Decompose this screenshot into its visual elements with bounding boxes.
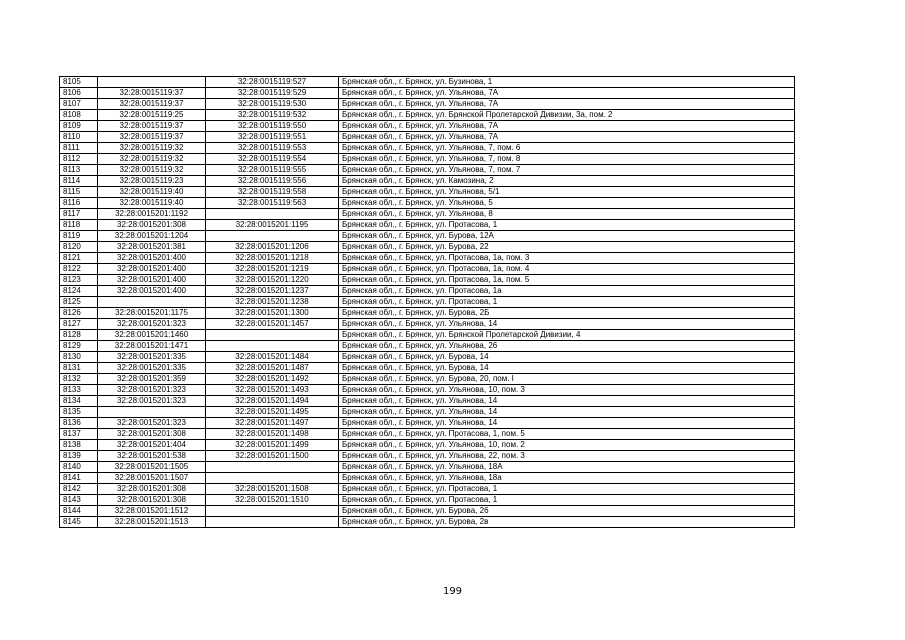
- address-cell: Брянская обл., г. Брянск, ул. Протасова, 1, пом. 5: [339, 429, 795, 440]
- parent-cadastral-number-cell: 32:28:0015201:1505: [98, 462, 206, 473]
- address-cell: Брянская обл., г. Брянск, ул. Бурова, 2в: [339, 517, 795, 528]
- cadastral-number-cell: [206, 209, 339, 220]
- table-row: [60, 154, 795, 165]
- parent-cadastral-number-cell: 32:28:0015119:32: [98, 143, 206, 154]
- parent-cadastral-number-cell: 32:28:0015201:308: [98, 429, 206, 440]
- cadastral-number-cell: 32:28:0015201:1300: [206, 308, 339, 319]
- table-body: [60, 77, 795, 528]
- address-cell: Брянская обл., г. Брянск, ул. Ульянова, 10, пом. 3: [339, 385, 795, 396]
- parent-cadastral-number-cell: 32:28:0015201:538: [98, 451, 206, 462]
- cadastral-number-cell: 32:28:0015201:1497: [206, 418, 339, 429]
- parent-cadastral-number-cell: 32:28:0015119:37: [98, 121, 206, 132]
- address-cell: Брянская обл., г. Брянск, ул. Ульянова, 14: [339, 396, 795, 407]
- cadastral-number-cell: 32:28:0015119:532: [206, 110, 339, 121]
- cadastral-number-cell: 32:28:0015201:1487: [206, 363, 339, 374]
- table-row: [60, 198, 795, 209]
- address-cell: Брянская обл., г. Брянск, ул. Бурова, 14: [339, 363, 795, 374]
- cadastral-number-cell: 32:28:0015201:1219: [206, 264, 339, 275]
- row-number-cell: 8127: [60, 319, 98, 330]
- table-row: [60, 341, 795, 352]
- table-row: [60, 495, 795, 506]
- row-number-cell: 8109: [60, 121, 98, 132]
- cadastral-number-cell: 32:28:0015201:1220: [206, 275, 339, 286]
- row-number-cell: 8117: [60, 209, 98, 220]
- row-number-cell: 8144: [60, 506, 98, 517]
- table-row: [60, 297, 795, 308]
- table-row: [60, 396, 795, 407]
- cadastral-number-cell: 32:28:0015201:1498: [206, 429, 339, 440]
- cadastral-number-cell: [206, 473, 339, 484]
- address-cell: Брянская обл., г. Брянск, ул. Брянской Пролетарской Дивизии, 3а, пом. 2: [339, 110, 795, 121]
- table-row: [60, 484, 795, 495]
- cadastral-number-cell: [206, 517, 339, 528]
- table-row: [60, 77, 795, 88]
- table-row: [60, 220, 795, 231]
- row-number-cell: 8135: [60, 407, 98, 418]
- row-number-cell: 8140: [60, 462, 98, 473]
- row-number-cell: 8126: [60, 308, 98, 319]
- address-cell: Брянская обл., г. Брянск, ул. Ульянова, 10, пом. 2: [339, 440, 795, 451]
- table-row: [60, 132, 795, 143]
- cadastral-number-cell: 32:28:0015119:529: [206, 88, 339, 99]
- parent-cadastral-number-cell: 32:28:0015119:32: [98, 154, 206, 165]
- parent-cadastral-number-cell: 32:28:0015201:323: [98, 385, 206, 396]
- row-number-cell: 8134: [60, 396, 98, 407]
- cadastral-number-cell: 32:28:0015201:1495: [206, 407, 339, 418]
- address-cell: Брянская обл., г. Брянск, ул. Ульянова, 14: [339, 319, 795, 330]
- parent-cadastral-number-cell: 32:28:0015119:25: [98, 110, 206, 121]
- row-number-cell: 8118: [60, 220, 98, 231]
- address-cell: Брянская обл., г. Брянск, ул. Ульянова, 18а: [339, 473, 795, 484]
- cadastral-number-cell: 32:28:0015201:1206: [206, 242, 339, 253]
- address-cell: Брянская обл., г. Брянск, ул. Протасова, 1а: [339, 286, 795, 297]
- cadastral-number-cell: [206, 330, 339, 341]
- row-number-cell: 8123: [60, 275, 98, 286]
- table-row: [60, 264, 795, 275]
- row-number-cell: 8111: [60, 143, 98, 154]
- row-number-cell: 8115: [60, 187, 98, 198]
- row-number-cell: 8122: [60, 264, 98, 275]
- address-cell: Брянская обл., г. Брянск, ул. Протасова, 1: [339, 220, 795, 231]
- cadastral-number-cell: [206, 231, 339, 242]
- table-row: [60, 407, 795, 418]
- parent-cadastral-number-cell: [98, 297, 206, 308]
- row-number-cell: 8128: [60, 330, 98, 341]
- parent-cadastral-number-cell: 32:28:0015201:308: [98, 495, 206, 506]
- parent-cadastral-number-cell: 32:28:0015201:1192: [98, 209, 206, 220]
- page-number: 199: [442, 586, 463, 597]
- cadastral-number-cell: 32:28:0015201:1195: [206, 220, 339, 231]
- parent-cadastral-number-cell: 32:28:0015201:323: [98, 418, 206, 429]
- row-number-cell: 8145: [60, 517, 98, 528]
- row-number-cell: 8108: [60, 110, 98, 121]
- address-cell: Брянская обл., г. Брянск, ул. Ульянова, 14: [339, 418, 795, 429]
- address-cell: Брянская обл., г. Брянск, ул. Ульянова, 7, пом. 8: [339, 154, 795, 165]
- address-cell: Брянская обл., г. Брянск, ул. Камозина, 2: [339, 176, 795, 187]
- address-cell: Брянская обл., г. Брянск, ул. Бурова, 22: [339, 242, 795, 253]
- table-row: [60, 121, 795, 132]
- table-row: [60, 209, 795, 220]
- row-number-cell: 8130: [60, 352, 98, 363]
- table-row: [60, 308, 795, 319]
- parent-cadastral-number-cell: [98, 407, 206, 418]
- parent-cadastral-number-cell: 32:28:0015201:404: [98, 440, 206, 451]
- row-number-cell: 8113: [60, 165, 98, 176]
- table-row: [60, 165, 795, 176]
- address-cell: Брянская обл., г. Брянск, ул. Протасова, 1: [339, 495, 795, 506]
- row-number-cell: 8139: [60, 451, 98, 462]
- row-number-cell: 8138: [60, 440, 98, 451]
- row-number-cell: 8106: [60, 88, 98, 99]
- cadastral-number-cell: 32:28:0015201:1494: [206, 396, 339, 407]
- table-row: [60, 506, 795, 517]
- cadastral-number-cell: 32:28:0015201:1508: [206, 484, 339, 495]
- row-number-cell: 8129: [60, 341, 98, 352]
- row-number-cell: 8120: [60, 242, 98, 253]
- address-cell: Брянская обл., г. Брянск, ул. Бузинова, 1: [339, 77, 795, 88]
- table-row: [60, 88, 795, 99]
- table-row: [60, 517, 795, 528]
- address-cell: Брянская обл., г. Брянск, ул. Бурова, 20, пом. I: [339, 374, 795, 385]
- parent-cadastral-number-cell: 32:28:0015201:400: [98, 275, 206, 286]
- cadastral-number-cell: 32:28:0015201:1218: [206, 253, 339, 264]
- parent-cadastral-number-cell: 32:28:0015119:32: [98, 165, 206, 176]
- table-row: [60, 462, 795, 473]
- cadastral-number-cell: [206, 506, 339, 517]
- table-row: [60, 451, 795, 462]
- parent-cadastral-number-cell: 32:28:0015119:37: [98, 99, 206, 110]
- address-cell: Брянская обл., г. Брянск, ул. Ульянова, 8: [339, 209, 795, 220]
- address-cell: Брянская обл., г. Брянск, ул. Ульянова, 7, пом. 7: [339, 165, 795, 176]
- row-number-cell: 8137: [60, 429, 98, 440]
- table-row: [60, 363, 795, 374]
- row-number-cell: 8125: [60, 297, 98, 308]
- table-row: [60, 473, 795, 484]
- row-number-cell: 8105: [60, 77, 98, 88]
- parent-cadastral-number-cell: 32:28:0015119:40: [98, 187, 206, 198]
- table-row: [60, 286, 795, 297]
- parent-cadastral-number-cell: 32:28:0015201:1512: [98, 506, 206, 517]
- address-cell: Брянская обл., г. Брянск, ул. Ульянова, 26: [339, 341, 795, 352]
- address-cell: Брянская обл., г. Брянск, ул. Ульянова, 22, пом. 3: [339, 451, 795, 462]
- cadastral-table: [59, 76, 795, 528]
- parent-cadastral-number-cell: 32:28:0015201:335: [98, 352, 206, 363]
- table-row: [60, 187, 795, 198]
- row-number-cell: 8141: [60, 473, 98, 484]
- table-row: [60, 231, 795, 242]
- cadastral-number-cell: 32:28:0015119:558: [206, 187, 339, 198]
- parent-cadastral-number-cell: 32:28:0015119:40: [98, 198, 206, 209]
- address-cell: Брянская обл., г. Брянск, ул. Протасова, 1а, пом. 3: [339, 253, 795, 264]
- parent-cadastral-number-cell: 32:28:0015201:1471: [98, 341, 206, 352]
- row-number-cell: 8131: [60, 363, 98, 374]
- table-row: [60, 319, 795, 330]
- cadastral-number-cell: [206, 462, 339, 473]
- row-number-cell: 8136: [60, 418, 98, 429]
- row-number-cell: 8124: [60, 286, 98, 297]
- parent-cadastral-number-cell: 32:28:0015201:1513: [98, 517, 206, 528]
- table-row: [60, 374, 795, 385]
- parent-cadastral-number-cell: 32:28:0015201:400: [98, 286, 206, 297]
- cadastral-number-cell: 32:28:0015201:1237: [206, 286, 339, 297]
- table-row: [60, 176, 795, 187]
- address-cell: Брянская обл., г. Брянск, ул. Ульянова, 7А: [339, 121, 795, 132]
- parent-cadastral-number-cell: 32:28:0015201:1460: [98, 330, 206, 341]
- cadastral-number-cell: 32:28:0015201:1238: [206, 297, 339, 308]
- parent-cadastral-number-cell: 32:28:0015119:23: [98, 176, 206, 187]
- row-number-cell: 8133: [60, 385, 98, 396]
- cadastral-number-cell: 32:28:0015201:1484: [206, 352, 339, 363]
- table-row: [60, 143, 795, 154]
- table-row: [60, 242, 795, 253]
- table-row: [60, 253, 795, 264]
- cadastral-number-cell: 32:28:0015119:563: [206, 198, 339, 209]
- parent-cadastral-number-cell: 32:28:0015201:323: [98, 396, 206, 407]
- cadastral-number-cell: 32:28:0015119:555: [206, 165, 339, 176]
- table-row: [60, 330, 795, 341]
- row-number-cell: 8112: [60, 154, 98, 165]
- address-cell: Брянская обл., г. Брянск, ул. Бурова, 14: [339, 352, 795, 363]
- parent-cadastral-number-cell: 32:28:0015119:37: [98, 88, 206, 99]
- address-cell: Брянская обл., г. Брянск, ул. Ульянова, 7А: [339, 132, 795, 143]
- cadastral-number-cell: 32:28:0015119:550: [206, 121, 339, 132]
- cadastral-number-cell: 32:28:0015201:1457: [206, 319, 339, 330]
- row-number-cell: 8119: [60, 231, 98, 242]
- table-row: [60, 418, 795, 429]
- parent-cadastral-number-cell: 32:28:0015201:323: [98, 319, 206, 330]
- table-row: [60, 110, 795, 121]
- row-number-cell: 8132: [60, 374, 98, 385]
- row-number-cell: 8143: [60, 495, 98, 506]
- address-cell: Брянская обл., г. Брянск, ул. Протасова, 1: [339, 484, 795, 495]
- parent-cadastral-number-cell: 32:28:0015201:335: [98, 363, 206, 374]
- address-cell: Брянская обл., г. Брянск, ул. Ульянова, 5: [339, 198, 795, 209]
- row-number-cell: 8114: [60, 176, 98, 187]
- address-cell: Брянская обл., г. Брянск, ул. Протасова, 1а, пом. 5: [339, 275, 795, 286]
- row-number-cell: 8110: [60, 132, 98, 143]
- address-cell: Брянская обл., г. Брянск, ул. Ульянова, 7А: [339, 99, 795, 110]
- row-number-cell: 8107: [60, 99, 98, 110]
- parent-cadastral-number-cell: 32:28:0015201:400: [98, 264, 206, 275]
- address-cell: Брянская обл., г. Брянск, ул. Ульянова, 7А: [339, 88, 795, 99]
- address-cell: Брянская обл., г. Брянск, ул. Брянской Пролетарской Дивизии, 4: [339, 330, 795, 341]
- cadastral-number-cell: 32:28:0015119:527: [206, 77, 339, 88]
- cadastral-number-cell: 32:28:0015119:551: [206, 132, 339, 143]
- cadastral-number-cell: 32:28:0015201:1500: [206, 451, 339, 462]
- cadastral-number-cell: 32:28:0015201:1493: [206, 385, 339, 396]
- table-row: [60, 275, 795, 286]
- address-cell: Брянская обл., г. Брянск, ул. Протасова, 1а, пом. 4: [339, 264, 795, 275]
- parent-cadastral-number-cell: 32:28:0015201:308: [98, 220, 206, 231]
- table-row: [60, 440, 795, 451]
- table-row: [60, 429, 795, 440]
- cadastral-number-cell: 32:28:0015119:530: [206, 99, 339, 110]
- parent-cadastral-number-cell: 32:28:0015201:1175: [98, 308, 206, 319]
- address-cell: Брянская обл., г. Брянск, ул. Ульянова, 7, пом. 6: [339, 143, 795, 154]
- table-row: [60, 352, 795, 363]
- table-row: [60, 385, 795, 396]
- address-cell: Брянская обл., г. Брянск, ул. Ульянова, 18А: [339, 462, 795, 473]
- cadastral-number-cell: 32:28:0015119:554: [206, 154, 339, 165]
- address-cell: Брянская обл., г. Брянск, ул. Бурова, 12А: [339, 231, 795, 242]
- parent-cadastral-number-cell: 32:28:0015201:1204: [98, 231, 206, 242]
- cadastral-number-cell: 32:28:0015201:1499: [206, 440, 339, 451]
- parent-cadastral-number-cell: 32:28:0015201:359: [98, 374, 206, 385]
- address-cell: Брянская обл., г. Брянск, ул. Бурова, 26: [339, 506, 795, 517]
- parent-cadastral-number-cell: 32:28:0015201:1507: [98, 473, 206, 484]
- address-cell: Брянская обл., г. Брянск, ул. Бурова, 2Б: [339, 308, 795, 319]
- cadastral-number-cell: [206, 341, 339, 352]
- address-cell: Брянская обл., г. Брянск, ул. Протасова, 1: [339, 297, 795, 308]
- table-row: [60, 99, 795, 110]
- parent-cadastral-number-cell: 32:28:0015201:308: [98, 484, 206, 495]
- cadastral-number-cell: 32:28:0015201:1492: [206, 374, 339, 385]
- parent-cadastral-number-cell: [98, 77, 206, 88]
- address-cell: Брянская обл., г. Брянск, ул. Ульянова, 14: [339, 407, 795, 418]
- row-number-cell: 8116: [60, 198, 98, 209]
- cadastral-number-cell: 32:28:0015119:556: [206, 176, 339, 187]
- row-number-cell: 8142: [60, 484, 98, 495]
- row-number-cell: 8121: [60, 253, 98, 264]
- cadastral-number-cell: 32:28:0015201:1510: [206, 495, 339, 506]
- parent-cadastral-number-cell: 32:28:0015119:37: [98, 132, 206, 143]
- cadastral-number-cell: 32:28:0015119:553: [206, 143, 339, 154]
- parent-cadastral-number-cell: 32:28:0015201:400: [98, 253, 206, 264]
- address-cell: Брянская обл., г. Брянск, ул. Ульянова, 5/1: [339, 187, 795, 198]
- parent-cadastral-number-cell: 32:28:0015201:381: [98, 242, 206, 253]
